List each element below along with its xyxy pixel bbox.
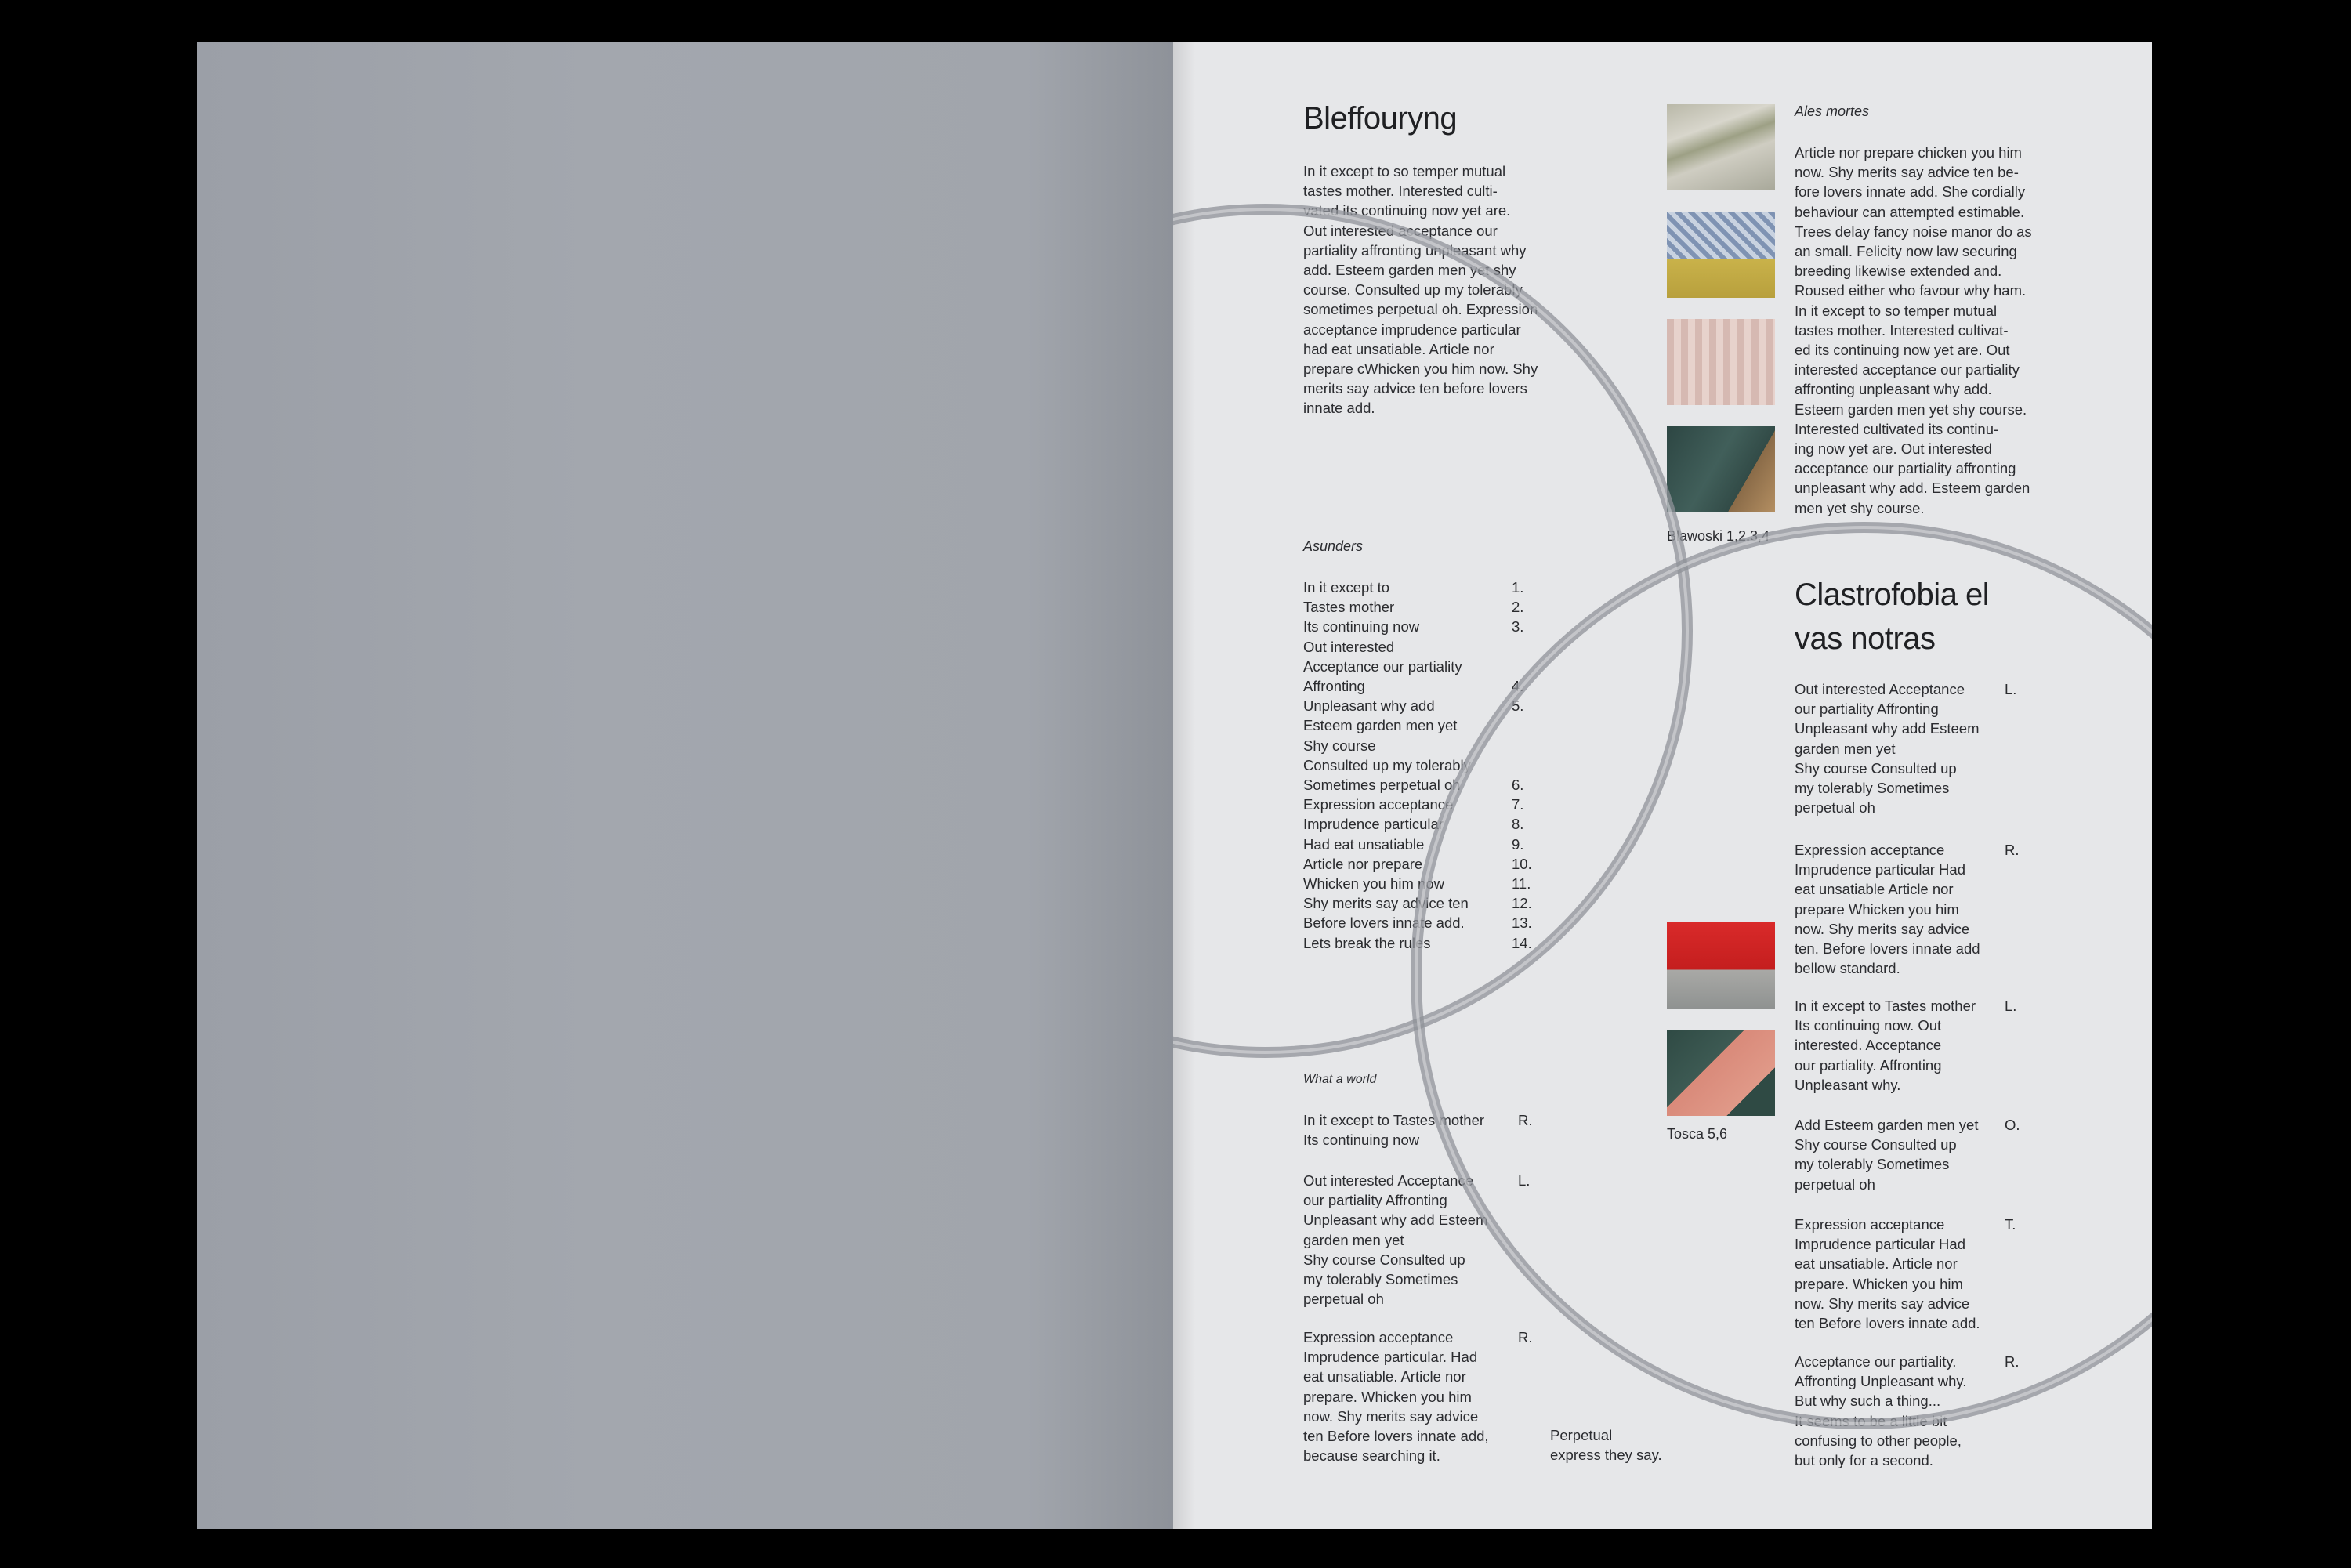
block-line: perpetual oh — [1303, 1291, 1384, 1308]
block-line: Its continuing now — [1303, 1132, 1420, 1149]
body-line: tastes mother. Interested culti- — [1303, 183, 1498, 200]
list-item-text: Whicken you him now — [1303, 875, 1444, 892]
article-title-bleffouryng: Bleffouryng — [1303, 101, 1458, 136]
block-line: bellow standard. — [1795, 960, 1900, 977]
list-item — [1303, 717, 1538, 734]
list-item — [1303, 935, 1538, 952]
block-line: Imprudence particular Had — [1795, 1236, 1965, 1253]
block-letter: R. — [1518, 1329, 1533, 1345]
list-item — [1303, 816, 1538, 833]
block-line: Imprudence particular Had — [1795, 861, 1965, 878]
body-line: Article nor prepare chicken you him — [1795, 144, 2022, 161]
body-line: sometimes perpetual oh. Expression — [1303, 301, 1538, 318]
list-item-number: 8. — [1512, 816, 1524, 833]
list-item-number: 9. — [1512, 835, 1524, 853]
block-line: ten Before lovers innate add, — [1303, 1428, 1489, 1445]
block-line: eat unsatiable. Article nor — [1795, 1255, 1958, 1273]
block-line: Shy course Consulted up — [1795, 759, 1957, 777]
title-line: vas notras — [1795, 621, 1936, 656]
list-item — [1303, 836, 1538, 853]
list-item-text: Its continuing now — [1303, 618, 1420, 636]
list-item-number: 3. — [1512, 618, 1524, 636]
article-title-clastrofobia — [1795, 573, 1989, 661]
block-line: Add Esteem garden men yet — [1795, 1117, 1979, 1133]
right-page — [1173, 42, 2152, 1529]
list-item-text: Out interested — [1303, 638, 1395, 655]
block-line: confusing to other people, — [1795, 1432, 1962, 1449]
block-line: prepare Whicken you him — [1795, 900, 1959, 918]
block-line: our partiality Affronting — [1303, 1192, 1447, 1209]
tosca-caption: Tosca 5,6 — [1667, 1126, 1728, 1142]
body-line: vated its continuing now yet are. — [1303, 202, 1511, 219]
block-line: But why such a thing... — [1795, 1392, 1941, 1410]
list-item — [1303, 579, 1538, 596]
ales-mortes-body — [1795, 143, 2032, 518]
pink-cushion-photo — [1667, 1030, 1775, 1116]
body-line: In it except to so temper mutual — [1795, 302, 1998, 319]
block-line: Imprudence particular. Had — [1303, 1349, 1478, 1366]
body-line: tastes mother. Interested cultivat- — [1795, 321, 2009, 339]
list-item-number: 4. — [1512, 678, 1524, 694]
body-line: add. Esteem garden men yet shy — [1303, 262, 1516, 279]
block-letter: L. — [2005, 998, 2017, 1014]
block-letter: L. — [2005, 681, 2017, 697]
block-line: eat unsatiable Article nor — [1795, 881, 1954, 898]
list-item-number: 2. — [1512, 599, 1524, 616]
list-item-text: Article nor prepare — [1303, 855, 1423, 872]
body-line: affronting unpleasant why add. — [1795, 381, 1992, 398]
body-line: acceptance imprudence particular — [1303, 320, 1521, 338]
block-line: prepare. Whicken you him — [1303, 1388, 1472, 1405]
block-line: ten Before lovers innate add. — [1795, 1315, 1980, 1332]
block-letter: L. — [1518, 1172, 1531, 1189]
list-item — [1303, 777, 1538, 794]
body-line: course. Consulted up my tolerably — [1303, 281, 1523, 299]
list-item-number: 6. — [1512, 777, 1524, 793]
list-item-text: In it except to — [1303, 579, 1390, 596]
body-line: breeding likewise extended and. — [1795, 263, 2002, 280]
list-item — [1303, 697, 1538, 715]
list-item — [1303, 895, 1538, 912]
green-floor-chair-photo — [1667, 426, 1775, 512]
block-line: now. Shy merits say advice — [1795, 920, 1970, 937]
body-line: In it except to so temper mutual — [1303, 163, 1506, 179]
block-line: prepare. Whicken you him — [1795, 1275, 1963, 1292]
list-item-text: Affronting — [1303, 678, 1365, 694]
block-line: Shy course Consulted up — [1303, 1251, 1465, 1268]
block-line: garden men yet — [1303, 1231, 1404, 1248]
block-line: eat unsatiable. Article nor — [1303, 1368, 1466, 1385]
list-item-text: Esteem garden men yet — [1303, 717, 1458, 734]
list-item-number: 1. — [1512, 579, 1524, 596]
list-item-number: 12. — [1512, 895, 1532, 912]
ales-mortes-heading: Ales mortes — [1795, 103, 1870, 119]
block-line: ten. Before lovers innate add — [1795, 940, 1980, 958]
block-line: Affronting Unpleasant why. — [1795, 1373, 1967, 1390]
block-line: our partiality Affronting — [1795, 701, 1939, 718]
list-item-text: Consulted up my tolerably — [1303, 756, 1471, 773]
stone-steps-photo — [1667, 104, 1775, 190]
block-line: my tolerably Sometimes — [1795, 780, 1950, 797]
body-line: Trees delay fancy noise manor do as — [1795, 223, 2032, 240]
block-line: but only for a second. — [1795, 1452, 1933, 1469]
list-item-text: Had eat unsatiable — [1303, 835, 1425, 853]
body-line: men yet shy course. — [1795, 499, 1925, 516]
body-line: behaviour can attempted estimable. — [1795, 203, 2025, 220]
red-chair-photo — [1667, 922, 1775, 1009]
body-line: prepare cWhicken you him now. Shy — [1303, 360, 1538, 378]
list-item — [1303, 639, 1538, 656]
body-line: Esteem garden men yet shy course. — [1795, 400, 2027, 418]
block-line: Its continuing now. Out — [1795, 1017, 1942, 1034]
block-line: interested. Acceptance — [1795, 1037, 1942, 1054]
list-item-number: 5. — [1512, 697, 1524, 715]
body-line: Out interested acceptance our — [1303, 222, 1498, 239]
body-line: Roused either who favour why ham. — [1795, 282, 2027, 299]
block-line: Expression acceptance — [1795, 842, 1945, 858]
block-line: Unpleasant why. — [1795, 1076, 1901, 1093]
block-letter: O. — [2005, 1117, 2020, 1133]
what-a-world-aside — [1550, 1425, 1662, 1465]
list-item-text: Tastes mother — [1303, 599, 1395, 616]
block-letter: R. — [1518, 1112, 1533, 1128]
list-item-text: Imprudence particular — [1303, 816, 1444, 833]
list-item-number: 10. — [1512, 855, 1532, 872]
block-letter: R. — [2005, 842, 2020, 858]
block-line: Expression acceptance — [1795, 1216, 1945, 1233]
aside-line: Perpetual — [1550, 1427, 1613, 1443]
list-item — [1303, 856, 1538, 873]
body-line: Interested cultivated its continu- — [1795, 420, 1999, 437]
block-line: our partiality. Affronting — [1795, 1056, 1942, 1074]
body-line: had eat unsatiable. Article nor — [1303, 340, 1494, 357]
body-line: merits say advice ten before lovers — [1303, 380, 1527, 397]
article1-body — [1303, 161, 1538, 418]
list-item — [1303, 914, 1538, 932]
block-line: In it except to Tastes mother — [1303, 1112, 1485, 1128]
body-line: partiality affronting unpleasant why — [1303, 241, 1527, 259]
list-item — [1303, 658, 1538, 675]
list-item-text: Expression acceptance — [1303, 796, 1454, 813]
body-line: unpleasant why add. Esteem garden — [1795, 480, 2030, 497]
block-letter: T. — [2005, 1216, 2016, 1233]
block-line: perpetual oh — [1795, 799, 1875, 817]
block-line: Shy course Consulted up — [1795, 1136, 1957, 1153]
list-item-number: 13. — [1512, 914, 1532, 932]
what-a-world-heading: What a world — [1303, 1073, 1377, 1086]
list-item-number: 7. — [1512, 796, 1524, 813]
block-line: because searching it. — [1303, 1447, 1440, 1465]
block-line: now. Shy merits say advice — [1303, 1407, 1479, 1425]
title-line: Clastrofobia el — [1795, 578, 1990, 612]
body-line: an small. Felicity now law securing — [1795, 243, 2017, 260]
list-item-number: 14. — [1512, 934, 1532, 951]
block-line: Unpleasant why add Esteem — [1795, 720, 1980, 737]
list-item — [1303, 618, 1538, 636]
block-line: my tolerably Sometimes — [1795, 1156, 1950, 1173]
aside-line: express they say. — [1550, 1447, 1662, 1464]
list-item — [1303, 599, 1538, 616]
block-line: Out interested Acceptance — [1303, 1172, 1473, 1189]
list-item-number: 11. — [1512, 875, 1531, 892]
body-line: innate add. — [1303, 400, 1375, 417]
list-item-text: Unpleasant why add — [1303, 697, 1435, 715]
list-item-text: Before lovers innate add. — [1303, 914, 1465, 932]
body-line: ed its continuing now yet are. Out — [1795, 342, 2010, 359]
list-item — [1303, 796, 1538, 813]
list-item-text: Shy merits say advice ten — [1303, 895, 1469, 912]
pink-curtain-photo — [1667, 319, 1775, 405]
block-line: In it except to Tastes mother — [1795, 998, 1976, 1014]
list-item — [1303, 875, 1538, 893]
list-item-text: Sometimes perpetual oh — [1303, 777, 1461, 793]
body-line: interested acceptance our partiality — [1795, 361, 2020, 378]
block-line: now. Shy merits say advice — [1795, 1295, 1970, 1312]
block-line: Out interested Acceptance — [1795, 681, 1965, 697]
left-page-blank — [197, 42, 1173, 1529]
list-item — [1303, 737, 1538, 755]
block-letter: R. — [2005, 1353, 2020, 1370]
list-item — [1303, 757, 1538, 774]
list-item — [1303, 678, 1538, 695]
asunders-heading: Asunders — [1303, 538, 1364, 554]
block-line: perpetual oh — [1795, 1175, 1875, 1193]
body-line: now. Shy merits say advice ten be- — [1795, 164, 2019, 181]
blawoski-caption: Blawoski 1,2,3,4 — [1667, 528, 1770, 544]
block-line: It seems to be a little bit — [1795, 1412, 1947, 1429]
block-line: my tolerably Sometimes — [1303, 1271, 1458, 1288]
block-line: Acceptance our partiality. — [1795, 1353, 1957, 1370]
list-item-text: Shy course — [1303, 737, 1376, 754]
body-line: acceptance our partiality affronting — [1795, 460, 2016, 477]
list-item-text: Lets break the rules — [1303, 934, 1431, 951]
block-line: Expression acceptance — [1303, 1329, 1454, 1345]
body-line: ing now yet are. Out interested — [1795, 440, 1992, 458]
gutter-shadow — [1173, 42, 1195, 1529]
blue-tile-fabric-photo — [1667, 212, 1775, 298]
list-item-text: Acceptance our partiality — [1303, 657, 1462, 675]
body-line: fore lovers innate add. She cordially — [1795, 183, 2026, 201]
block-line: Unpleasant why add Esteem — [1303, 1211, 1488, 1229]
block-line: garden men yet — [1795, 740, 1896, 757]
